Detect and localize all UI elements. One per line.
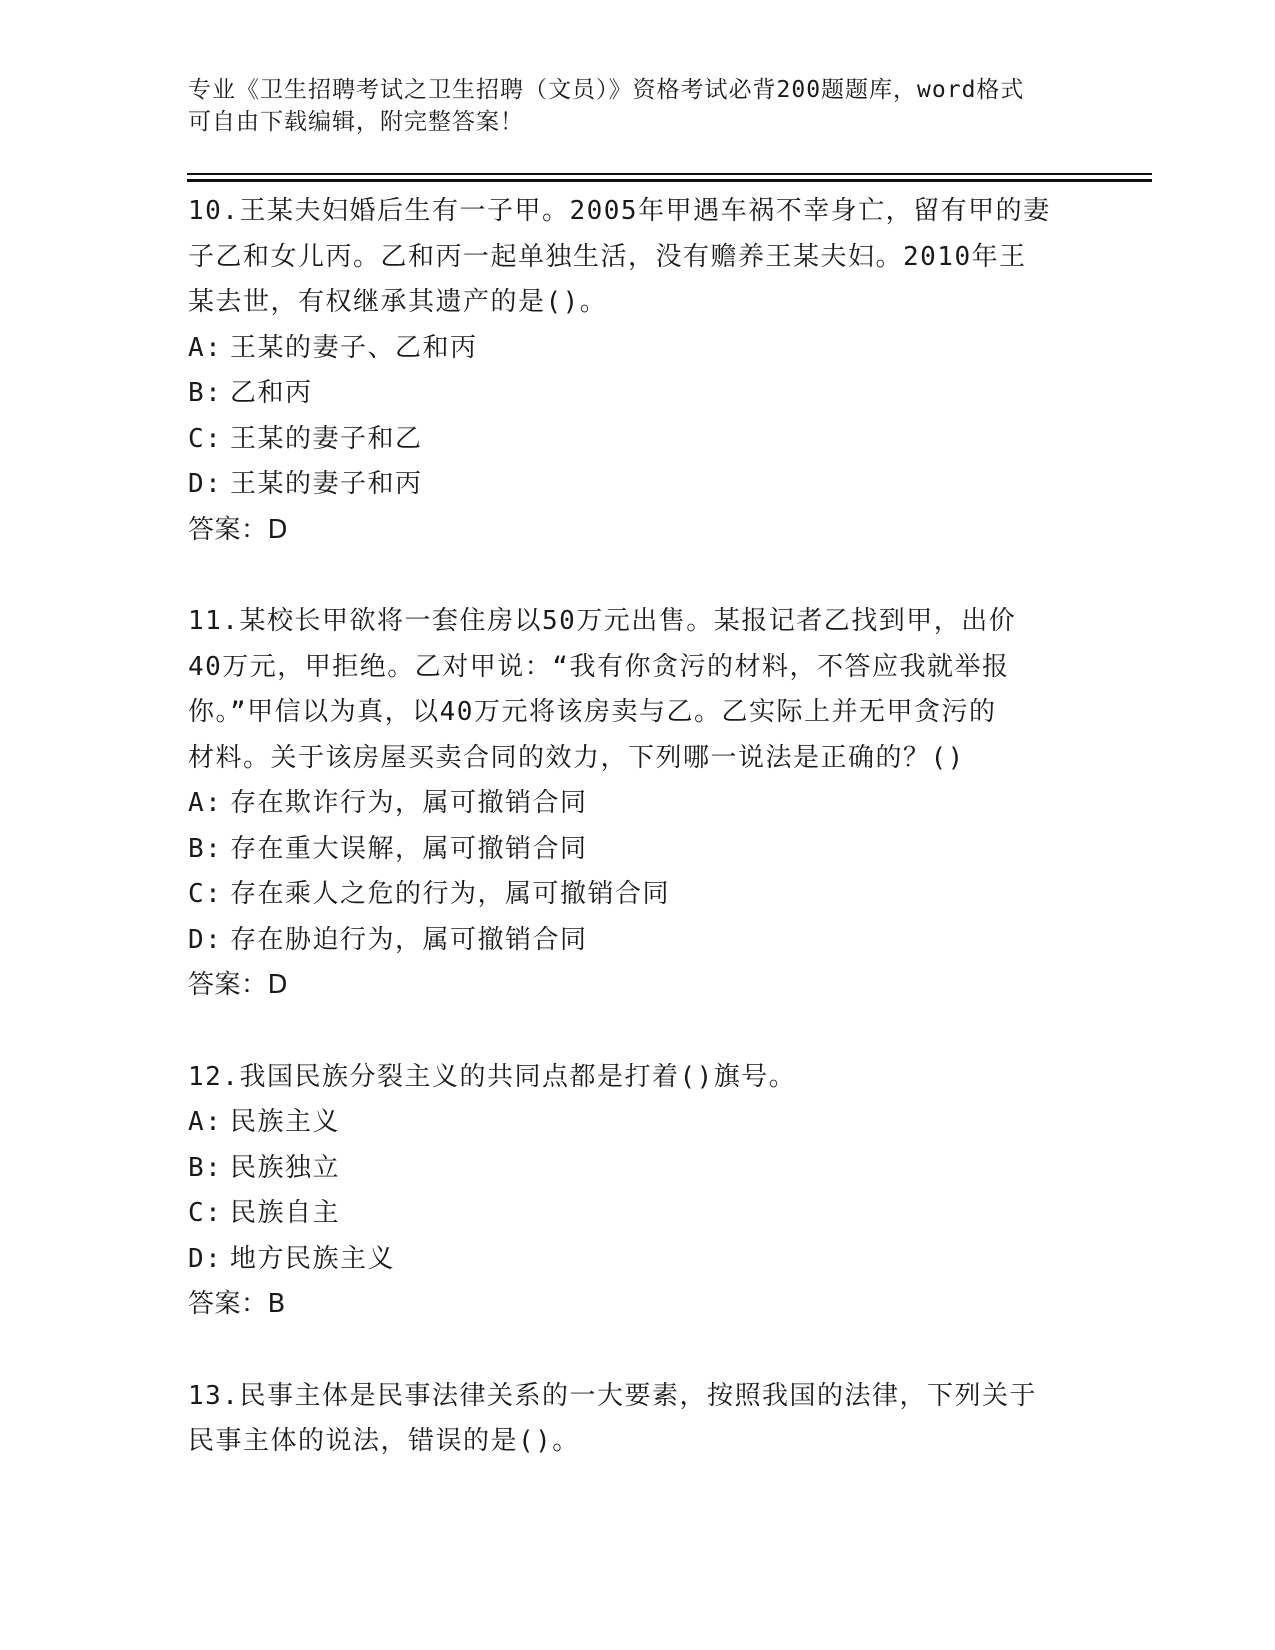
- question-stem-line: 民事主体的说法，错误的是()。: [188, 1426, 580, 1456]
- option-letter: A:: [188, 332, 223, 363]
- option-d: [188, 1237, 1088, 1283]
- option-text: 王某的妻子和乙: [230, 423, 423, 454]
- option-letter: A:: [188, 788, 223, 818]
- option-letter: B:: [188, 833, 223, 864]
- option-text: 民族主义: [230, 1107, 341, 1137]
- question-stem-line: 你。”甲信以为真，以40万元将该房卖与乙。乙实际上并无甲贪污的: [188, 697, 997, 727]
- option-a: [188, 326, 1088, 372]
- question-13: [188, 1374, 1088, 1465]
- header-divider-thin: [187, 173, 1152, 175]
- question-spacer: [188, 1009, 1088, 1055]
- option-text: 民族自主: [230, 1198, 341, 1228]
- option-c: [188, 872, 1088, 918]
- option-b: [188, 827, 1088, 873]
- option-letter: D:: [188, 469, 223, 499]
- header-line-2: 可自由下载编辑，附完整答案！: [188, 109, 524, 135]
- option-text: 存在胁迫行为，属可撤销合同: [230, 924, 588, 955]
- question-stem-line: 材料。关于该房屋买卖合同的效力，下列哪一说法是正确的？(): [188, 742, 965, 773]
- question-10: [188, 189, 1088, 553]
- option-letter: A:: [188, 1107, 223, 1137]
- option-letter: C:: [188, 879, 223, 909]
- option-a: [188, 781, 1088, 827]
- question-stem-line: 11.某校长甲欲将一套住房以50万元出售。某报记者乙找到甲，出价: [188, 606, 1017, 636]
- question-spacer: [188, 553, 1088, 599]
- answer-line: 答案：D: [188, 970, 289, 1000]
- question-stem-line: 12.我国民族分裂主义的共同点都是打着()旗号。: [188, 1061, 797, 1092]
- option-letter: B:: [188, 378, 223, 408]
- option-c: [188, 1191, 1088, 1237]
- option-a: [188, 1100, 1088, 1146]
- question-stem-line: 10.王某夫妇婚后生有一子甲。2005年甲遇车祸不幸身亡，留有甲的妻: [188, 196, 1051, 226]
- option-d: [188, 918, 1088, 964]
- question-11: [188, 599, 1088, 1009]
- question-stem-line: 40万元，甲拒绝。乙对甲说：“我有你贪污的材料，不答应我就举报: [188, 651, 1010, 682]
- option-text: 乙和丙: [230, 378, 313, 408]
- option-letter: B:: [188, 1152, 223, 1183]
- answer-line: 答案：D: [188, 514, 289, 545]
- header-line-1: 专业《卫生招聘考试之卫生招聘（文员）》资格考试必背200题题库，word格式: [188, 77, 1025, 103]
- option-letter: C:: [188, 423, 223, 454]
- answer-line: 答案：B: [188, 1289, 286, 1319]
- option-text: 地方民族主义: [230, 1243, 396, 1274]
- option-text: 存在重大误解，属可撤销合同: [230, 833, 588, 864]
- option-b: [188, 1146, 1088, 1192]
- option-text: 存在乘人之危的行为，属可撤销合同: [230, 879, 671, 909]
- option-text: 存在欺诈行为，属可撤销合同: [230, 788, 588, 818]
- header-divider-thick: [187, 179, 1152, 182]
- option-c: [188, 417, 1088, 463]
- question-spacer: [188, 1328, 1088, 1374]
- question-stem-line: 子乙和女儿丙。乙和丙一起单独生活，没有赡养王某夫妇。2010年王: [188, 241, 1027, 272]
- option-text: 民族独立: [230, 1152, 341, 1183]
- question-list: [188, 189, 1088, 1465]
- question-12: [188, 1055, 1088, 1328]
- option-b: [188, 371, 1088, 417]
- option-letter: D:: [188, 924, 223, 955]
- option-letter: D:: [188, 1243, 223, 1274]
- option-letter: C:: [188, 1198, 223, 1228]
- document-header: [188, 74, 1068, 138]
- option-d: [188, 462, 1088, 508]
- question-stem-line: 13.民事主体是民事法律关系的一大要素，按照我国的法律，下列关于: [188, 1380, 1037, 1411]
- option-text: 王某的妻子、乙和丙: [230, 332, 478, 363]
- question-stem-line: 某去世，有权继承其遗产的是()。: [188, 287, 608, 317]
- option-text: 王某的妻子和丙: [230, 469, 423, 499]
